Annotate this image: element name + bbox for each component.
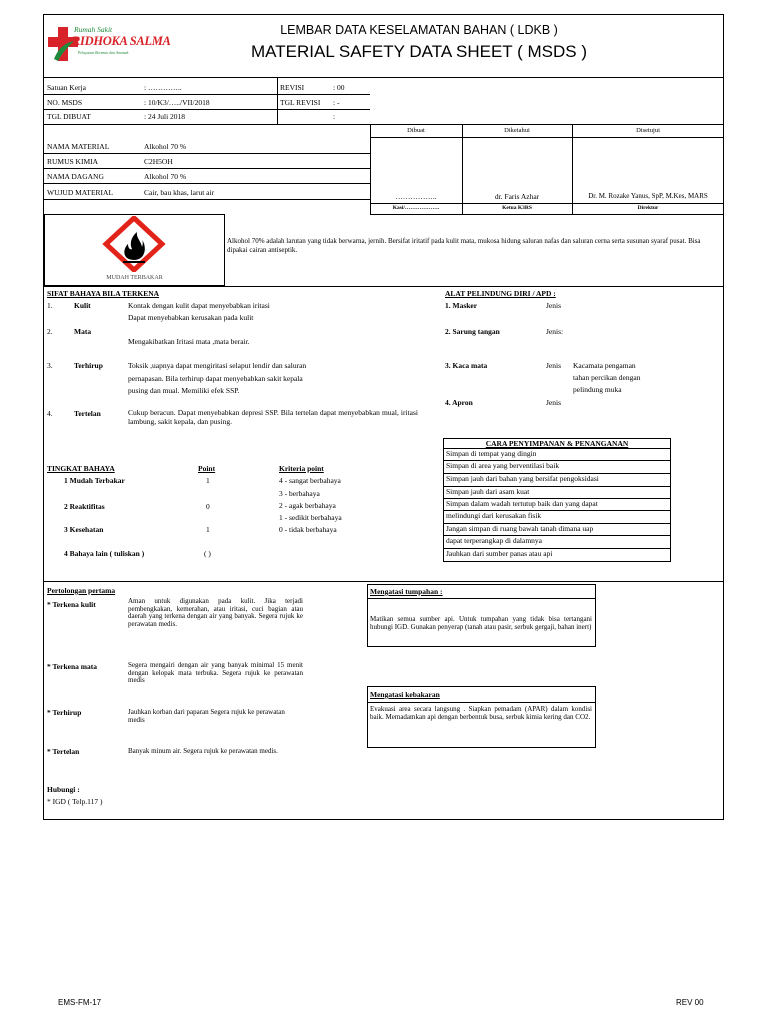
pertolongan-tertelan-text: Banyak minum air. Segera rujuk ke perawatan medis. — [128, 747, 278, 755]
sifat-label-kulit: Kulit — [74, 301, 91, 310]
rumus-kimia-label: RUMUS KIMIA — [47, 157, 99, 166]
blank-colon: : — [333, 112, 336, 121]
pertolongan-mata-text: Segera mengairi dengan air yang banyak minimal 15 menit dengan kelopak mata terbuka. Segera rujuk ke perawatan medis — [128, 661, 303, 685]
tingkat-point: 1 — [206, 476, 210, 485]
kriteria-header: Kriteria point — [279, 464, 324, 473]
tingkat-item: 4 Bahaya lain ( tuliskan ) — [64, 549, 145, 558]
nama-material-value: Alkohol 70 % — [144, 142, 187, 151]
tgl-dibuat-value: : 24 Juli 2018 — [144, 112, 186, 121]
penyimpanan-row: dapat terperangkap di dalamnya — [444, 536, 670, 549]
apd-kaca-mata: 3. Kaca mata — [445, 361, 488, 370]
divider — [44, 153, 370, 154]
nama-dagang-label: NAMA DAGANG — [47, 172, 104, 181]
tingkat-bahaya-title: TINGKAT BAHAYA — [47, 464, 115, 473]
hubungi-label: Hubungi : — [47, 785, 80, 794]
revisi-label: REVISI — [280, 83, 305, 92]
pictogram-label: MUDAH TERBAKAR — [106, 275, 163, 281]
sifat-label-mata: Mata — [74, 327, 92, 336]
divider — [370, 203, 724, 204]
divider — [44, 168, 370, 169]
satuan-kerja-value: : ………….. — [144, 83, 182, 92]
penyimpanan-row: Simpan jauh dari bahan yang bersifat pengoksidasi — [444, 474, 670, 487]
approval-dibuat-header: Dibuat — [407, 127, 425, 134]
tumpahan-title: Mengatasi tumpahan : — [370, 587, 443, 596]
penyimpanan-row: Jangan simpan di ruang bawah tanah dimana uap — [444, 524, 670, 536]
apd-jenis: Jenis — [546, 301, 561, 310]
apd-title: ALAT PELINDUNG DIRI / APD : — [445, 289, 556, 298]
divider — [44, 581, 723, 582]
approval-dibuat-name: …………….. — [395, 192, 437, 201]
divider — [44, 286, 723, 287]
kriteria-item: 0 - tidak berbahaya — [279, 525, 337, 534]
apd-jenis: Jenis — [546, 361, 561, 370]
sifat-text: pernapasan. Bila terhirup dapat menyebabkan sakit kepala — [128, 374, 303, 383]
approval-dibuat-role: Kasi/………………. — [392, 205, 440, 211]
divider — [44, 94, 370, 95]
pertolongan-mata-label: * Terkena mata — [47, 662, 98, 671]
sifat-text: Toksik ,uapnya dapat mengiritasi selaput lendir dan saluran — [128, 361, 307, 370]
pertolongan-terhirup-text: Jauhkan korban dari paparan Segera rujuk ke perawatan medis — [128, 708, 285, 725]
divider — [44, 109, 370, 110]
apd-kacamata-desc: Kacamata pengaman — [573, 361, 636, 370]
penyimpanan-row: Simpan di area yang berventilasi baik — [444, 461, 670, 474]
apd-sarung-tangan: 2. Sarung tangan — [445, 327, 500, 336]
pertolongan-kulit-text: Aman untuk digunakan pada kulit. Jika terjadi pembengkakan, kemerahan, atau iritasi, cuci bagian atau daerah yang terkena dengan air yang banyak. Segera rujuk ke perawatan medis. — [128, 597, 303, 629]
logo-name: RIDHOKA SALMA — [72, 34, 171, 48]
tgl-revisi-label: TGL REVISI — [280, 98, 321, 107]
sifat-bahaya-title: SIFAT BAHAYA BILA TERKENA — [47, 289, 160, 298]
sifat-label-tertelan: Tertelan — [74, 409, 101, 418]
tingkat-point: 1 — [206, 525, 210, 534]
no-msds-label: NO. MSDS — [47, 98, 83, 107]
apd-apron: 4. Apron — [445, 398, 473, 407]
divider — [44, 183, 370, 184]
kebakaran-text: Evakuasi area secara langsung . Siapkan pemadam (APAR) dalam kondisi baik. Memadamkan api dengan berbentuk busa, serbuk kimia kering dan CO2. — [370, 705, 592, 722]
tgl-dibuat-label: TGL DIBUAT — [47, 112, 91, 121]
wujud-material-label: WUJUD MATERIAL — [47, 188, 114, 197]
footer-form-code: EMS-FM-17 — [58, 998, 102, 1007]
flammable-icon — [99, 216, 169, 272]
apd-jenis: Jenis — [546, 398, 561, 407]
nama-material-label: NAMA MATERIAL — [47, 142, 110, 151]
divider — [368, 598, 595, 599]
kriteria-item: 3 - berbahaya — [279, 489, 320, 498]
pertolongan-terhirup-label: * Terhirup — [47, 708, 82, 717]
sifat-num-1: 1. — [47, 301, 53, 310]
penyimpanan-row: melindungi dari kerusakan fisik — [444, 511, 670, 524]
approval-disetujui-name: Dr. M. Rozake Yanus, SpP, M.Kes, MARS — [588, 192, 708, 200]
penyimpanan-row: Jauhkan dari sumber panas atau api — [446, 549, 553, 558]
apd-masker: 1. Masker — [445, 301, 478, 310]
approval-diketahui-name: dr. Faris Azhar — [494, 192, 540, 201]
divider — [44, 77, 723, 78]
approval-diketahui-header: Diketahui — [504, 127, 530, 134]
sifat-num-4: 4. — [47, 409, 53, 418]
title-english: MATERIAL SAFETY DATA SHEET ( MSDS ) — [251, 42, 587, 61]
kebakaran-title: Mengatasi kebakaran — [370, 690, 440, 699]
hubungi-value: * IGD ( Telp.117 ) — [47, 797, 103, 806]
title-indonesian: LEMBAR DATA KESELAMATAN BAHAN ( LDKB ) — [280, 23, 558, 37]
tingkat-point: ( ) — [204, 549, 211, 558]
nama-dagang-value: Alkohol 70 % — [144, 172, 187, 181]
sifat-text: Cukup beracun. Dapat menyebabkan depresi SSP. Bila tertelan dapat menyebabkan mual, iritasi lambung, sakit kepala, dan pusing. — [128, 408, 418, 427]
tumpahan-box — [367, 584, 596, 647]
penyimpanan-row: Simpan jauh dari asam kuat — [444, 487, 670, 499]
penyimpanan-title: CARA PENYIMPANAN & PENANGANAN — [444, 438, 670, 449]
tumpahan-text: Matikan semua sumber api. Untuk tumpahan yang tidak bisa tertangani hubungi IGD. Gunakan penyerap (tanah atau pasir, serbuk gergaji, bahan inert) — [370, 615, 592, 632]
sifat-text: Dapat menyebabkan kerusakan pada kulit — [128, 313, 254, 322]
approval-disetujui-header: Disetujui — [636, 127, 660, 134]
satuan-kerja-label: Satuan Kerja — [47, 83, 86, 92]
logo-tagline: Pelayanan Bermutu dan Amanah — [78, 51, 129, 55]
rumus-kimia-value: C2H5OH — [144, 157, 173, 166]
sifat-text: Kontak dengan kulit dapat menyebabkan iritasi — [128, 301, 270, 310]
sifat-text: pusing dan mual. Memiliki efek SSP. — [128, 386, 240, 395]
no-msds-value: : 10/K3/…../VII/2018 — [144, 98, 210, 107]
kebakaran-box — [367, 686, 596, 748]
revisi-value: : 00 — [333, 83, 345, 92]
approval-disetujui-role: Direktur — [637, 205, 659, 211]
apd-jenis: Jenis: — [546, 327, 564, 336]
wujud-material-value: Cair, bau khas, larut air — [144, 188, 215, 197]
pertolongan-title: Pertolongan pertama — [47, 586, 116, 595]
tingkat-item: 2 Reaktifitas — [64, 502, 105, 511]
kriteria-item: 4 - sangat berbahaya — [279, 476, 341, 485]
divider — [368, 702, 595, 703]
hospital-logo — [48, 21, 171, 67]
divider — [277, 77, 278, 125]
footer-revision: REV 00 — [676, 998, 704, 1007]
divider — [44, 124, 370, 125]
pertolongan-kulit-label: * Terkena kulit — [47, 600, 96, 609]
apd-kacamata-desc: pelindung muka — [573, 385, 622, 394]
pertolongan-tertelan-label: * Tertelan — [47, 747, 80, 756]
tgl-revisi-value: : - — [333, 98, 340, 107]
penyimpanan-table — [443, 438, 671, 562]
tingkat-item: 1 Mudah Terbakar — [64, 476, 125, 485]
kriteria-item: 1 - sedikit berbahaya — [279, 513, 342, 522]
penyimpanan-row: Simpan dalam wadah tertutup baik dan yang dapat — [444, 499, 670, 511]
sifat-num-3: 3. — [47, 361, 53, 370]
sifat-num-2: 2. — [47, 327, 53, 336]
tingkat-point: 0 — [206, 502, 210, 511]
hazard-description: Alkohol 70% adalah larutan yang tidak berwarna, jernih. Bersifat iritatif pada kulit mata, mukosa hidung saluran nafas dan saluran cerna serta susunan syaraf pusat. Bisa dipakai cairan antiseptik. — [227, 237, 701, 254]
divider — [44, 199, 370, 200]
logo-top-text: Rumah Sakit — [74, 25, 113, 34]
kriteria-item: 2 - agak berbahaya — [279, 501, 336, 510]
divider — [370, 137, 724, 138]
sifat-text: Mengakibatkan Iritasi mata ,mata berair. — [128, 337, 250, 346]
apd-kacamata-desc: tahan percikan dengan — [573, 373, 641, 382]
penyimpanan-row: Simpan di tempat yang dingin — [444, 449, 670, 461]
sifat-label-terhirup: Terhirup — [74, 361, 103, 370]
point-header: Point — [198, 464, 216, 473]
msds-form — [43, 14, 724, 820]
approval-diketahui-role: Ketua K3RS — [502, 205, 532, 211]
tingkat-item: 3 Kesehatan — [64, 525, 104, 534]
